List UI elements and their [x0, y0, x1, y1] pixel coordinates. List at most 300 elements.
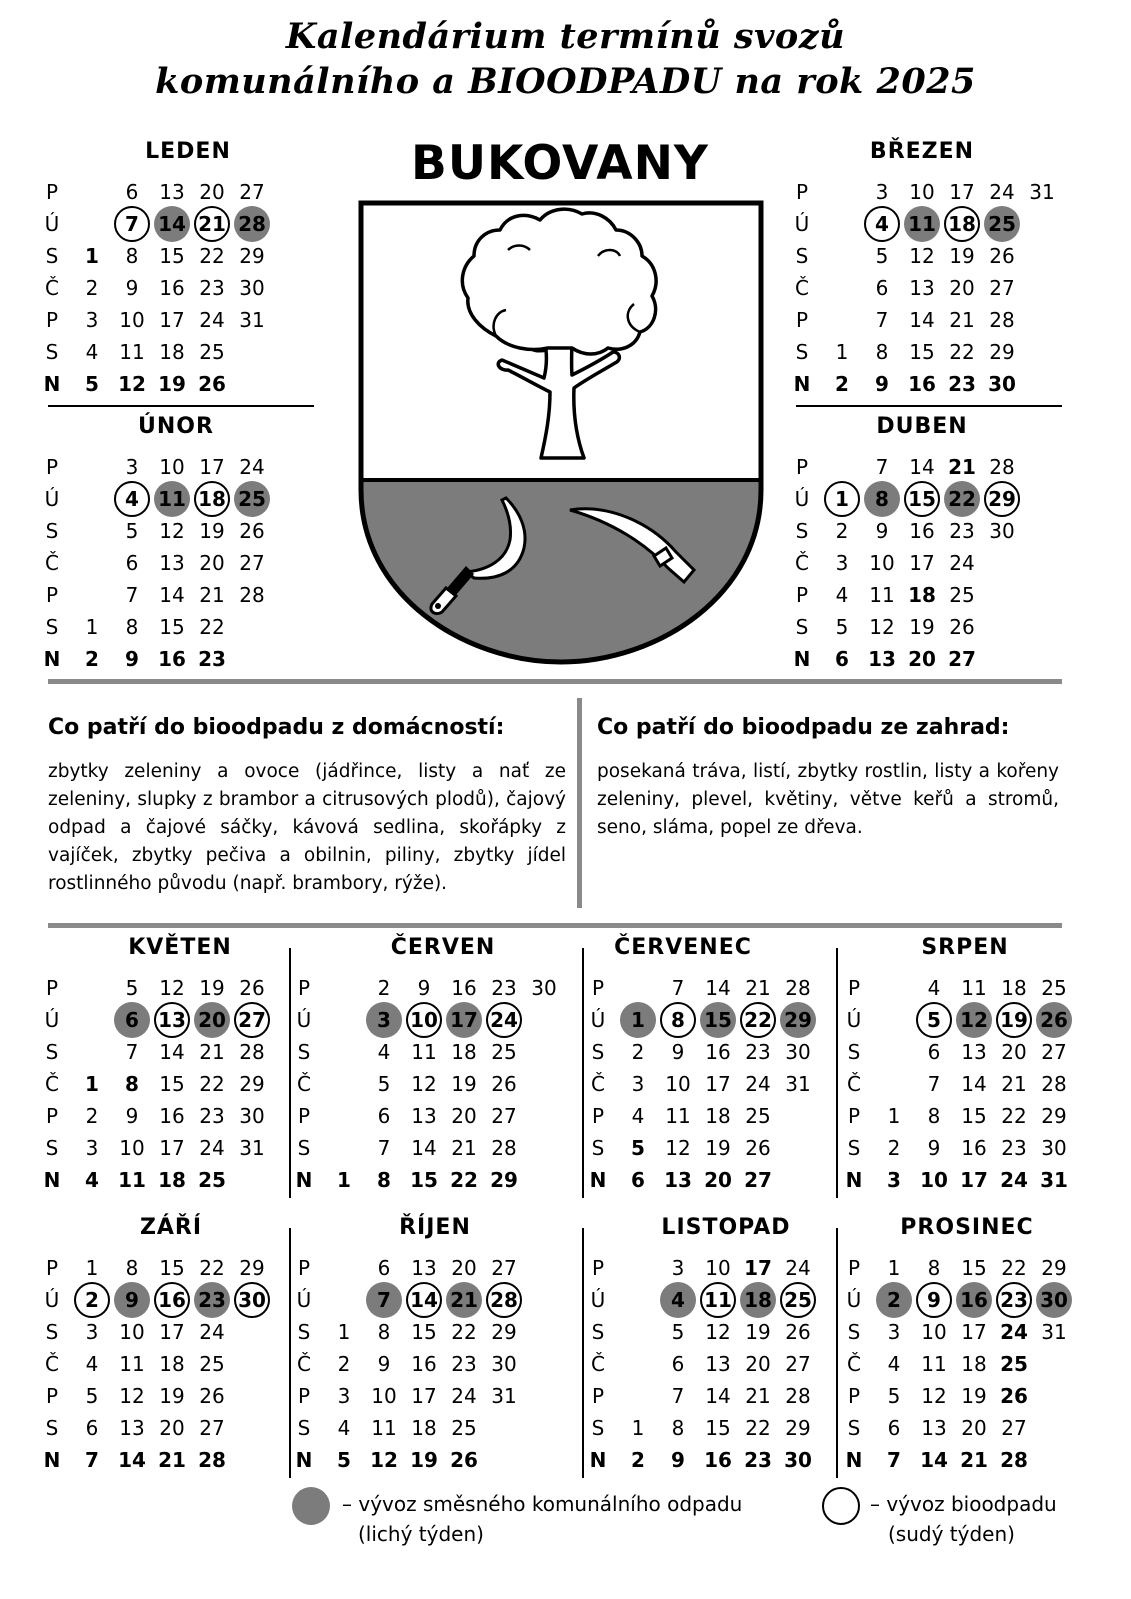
calendar-day	[112, 1380, 152, 1412]
bio-garden-text: posekaná tráva, listí, zbytky rostlin, listy a kořeny zeleniny, plevel, květiny, větve keřů a stromů, seno, sláma, popel ze dřeva.	[597, 761, 1059, 838]
day-number: 7	[875, 455, 889, 479]
calendar-day	[902, 579, 942, 611]
day-number: 9	[125, 276, 139, 300]
calendar-day	[72, 1100, 112, 1132]
calendar-day	[232, 1132, 272, 1164]
day-number: 31	[491, 1384, 517, 1408]
day-number: 24	[1000, 1320, 1028, 1344]
calendar-day	[698, 1380, 738, 1412]
day-number: 25	[1000, 1352, 1028, 1376]
calendar-day	[1034, 1164, 1074, 1196]
calendar-day	[942, 643, 982, 675]
calendar-day	[112, 240, 152, 272]
calendar-day	[444, 972, 484, 1004]
calendar-day	[152, 451, 192, 483]
calendar-day	[658, 1380, 698, 1412]
calendar-day	[152, 1316, 192, 1348]
calendar-day	[232, 1252, 272, 1284]
day-number: 1	[337, 1168, 351, 1192]
calendar-day	[954, 1348, 994, 1380]
calendar-day	[874, 1164, 914, 1196]
day-number: 2	[85, 647, 99, 671]
day-label: P	[795, 308, 809, 332]
calendar-day	[484, 1132, 524, 1164]
bio-waste-day	[152, 1004, 192, 1036]
legend-bio-waste-label: – vývoz bioodpadu	[870, 1492, 1057, 1516]
calendar-day	[1034, 1132, 1074, 1164]
day-number: 13	[868, 647, 896, 671]
day-number: 1	[887, 1104, 901, 1128]
day-label: P	[847, 976, 861, 1000]
day-number: 20	[1001, 1040, 1027, 1064]
day-number: 28	[1041, 1072, 1067, 1096]
calendar-day	[874, 1412, 914, 1444]
calendar-day	[914, 1068, 954, 1100]
day-number: 1	[631, 1416, 645, 1440]
calendar-day	[232, 579, 272, 611]
day-number: 23	[1001, 1136, 1027, 1160]
day-number: 25	[988, 212, 1016, 236]
calendar-day	[618, 1444, 658, 1476]
day-number: 24	[451, 1384, 477, 1408]
day-number: 2	[85, 1288, 99, 1312]
day-number: 17	[411, 1384, 437, 1408]
day-number: 1	[85, 244, 99, 268]
day-label: P	[591, 1384, 605, 1408]
calendar-day	[152, 1100, 192, 1132]
day-number: 19	[949, 244, 975, 268]
day-label: Ú	[794, 487, 810, 511]
day-number: 10	[869, 551, 895, 575]
day-number: 28	[785, 976, 811, 1000]
day-number: 19	[159, 1384, 185, 1408]
day-number: 5	[125, 519, 139, 543]
legend-bio-waste-week: (sudý týden)	[888, 1522, 1015, 1546]
day-number: 7	[125, 1040, 139, 1064]
calendar-day	[1034, 1252, 1074, 1284]
calendar-day	[152, 1036, 192, 1068]
day-number: 6	[85, 1416, 99, 1440]
calendar-day	[444, 1252, 484, 1284]
day-number: 24	[239, 455, 265, 479]
day-label: Ú	[846, 1008, 862, 1032]
day-number: 2	[835, 519, 849, 543]
day-number: 16	[961, 1136, 987, 1160]
day-label: Č	[847, 1352, 861, 1376]
calendar-day	[822, 611, 862, 643]
day-label: S	[45, 519, 59, 543]
day-number: 26	[785, 1320, 811, 1344]
day-label: S	[45, 244, 59, 268]
day-number: 9	[927, 1136, 941, 1160]
day-number: 3	[377, 1008, 391, 1032]
day-label: Ú	[296, 1288, 312, 1312]
day-number: 2	[835, 372, 849, 396]
day-number: 22	[199, 1072, 225, 1096]
day-label: S	[847, 1320, 861, 1344]
day-number: 17	[744, 1256, 772, 1280]
calendar-day	[232, 515, 272, 547]
day-number: 29	[239, 1256, 265, 1280]
calendar-day	[72, 1412, 112, 1444]
calendar-day	[152, 579, 192, 611]
calendar-day	[914, 972, 954, 1004]
day-label: Ú	[794, 212, 810, 236]
calendar-day	[404, 1348, 444, 1380]
calendar-day	[152, 1380, 192, 1412]
day-number: 16	[705, 1040, 731, 1064]
month-name: LEDEN	[145, 139, 231, 164]
day-number: 28	[490, 1288, 518, 1312]
day-label: S	[795, 615, 809, 639]
calendar-day	[112, 972, 152, 1004]
calendar-day	[738, 1164, 778, 1196]
legend-mixed-waste-dot	[292, 1487, 330, 1525]
day-number: 18	[158, 1168, 186, 1192]
day-number: 22	[948, 487, 976, 511]
calendar-day	[618, 1068, 658, 1100]
day-number: 20	[451, 1104, 477, 1128]
calendar-day	[192, 1348, 232, 1380]
calendar-day	[822, 368, 862, 400]
day-label: P	[45, 308, 59, 332]
calendar-day	[72, 272, 112, 304]
day-number: 26	[239, 519, 265, 543]
calendar-day	[738, 1252, 778, 1284]
day-label: S	[847, 1416, 861, 1440]
day-number: 21	[451, 1136, 477, 1160]
month-divider	[836, 1228, 838, 1478]
calendar-day	[152, 1132, 192, 1164]
calendar-day	[982, 272, 1022, 304]
calendar-day	[658, 1348, 698, 1380]
day-number: 15	[908, 487, 936, 511]
day-label: P	[795, 455, 809, 479]
calendar-day	[484, 1164, 524, 1196]
day-number: 7	[125, 212, 139, 236]
day-number: 10	[705, 1256, 731, 1280]
day-number: 18	[705, 1104, 731, 1128]
day-label: S	[45, 1136, 59, 1160]
day-number: 14	[961, 1072, 987, 1096]
day-number: 15	[159, 615, 185, 639]
day-number: 28	[238, 212, 266, 236]
day-number: 5	[631, 1136, 645, 1160]
bio-waste-day	[72, 1284, 112, 1316]
day-number: 18	[744, 1288, 772, 1312]
month-name: DUBEN	[876, 414, 968, 439]
calendar-day	[192, 451, 232, 483]
day-number: 29	[1041, 1256, 1067, 1280]
day-label: S	[847, 1040, 861, 1064]
day-number: 7	[887, 1448, 901, 1472]
calendar-day	[698, 1036, 738, 1068]
calendar-day	[112, 1132, 152, 1164]
day-label: N	[845, 1448, 863, 1472]
calendar-day	[324, 1316, 364, 1348]
day-number: 15	[961, 1256, 987, 1280]
day-number: 8	[927, 1256, 941, 1280]
day-label: Ú	[44, 212, 60, 236]
day-number: 5	[377, 1072, 391, 1096]
calendar-day	[364, 972, 404, 1004]
day-number: 24	[949, 551, 975, 575]
calendar-day	[902, 304, 942, 336]
calendar-day	[192, 240, 232, 272]
day-number: 8	[377, 1320, 391, 1344]
calendar-day	[902, 643, 942, 675]
day-number: 22	[451, 1320, 477, 1344]
day-number: 5	[887, 1384, 901, 1408]
mixed-waste-day	[232, 208, 272, 240]
calendar-day	[444, 1348, 484, 1380]
mixed-waste-day	[112, 1004, 152, 1036]
calendar-day	[822, 336, 862, 368]
calendar-day	[112, 1164, 152, 1196]
month-name: KVĚTEN	[128, 935, 232, 960]
calendar-day	[152, 1068, 192, 1100]
day-number: 10	[665, 1072, 691, 1096]
day-number: 17	[949, 180, 975, 204]
day-number: 6	[631, 1168, 645, 1192]
calendar-day	[484, 1100, 524, 1132]
day-number: 21	[745, 976, 771, 1000]
calendar-day	[902, 240, 942, 272]
calendar-day	[874, 1132, 914, 1164]
day-number: 26	[1040, 1008, 1068, 1032]
calendar-day	[232, 1036, 272, 1068]
day-label: N	[793, 647, 811, 671]
day-number: 19	[909, 615, 935, 639]
day-label: P	[45, 1384, 59, 1408]
day-number: 5	[337, 1448, 351, 1472]
calendar-day	[1034, 972, 1074, 1004]
day-number: 19	[705, 1136, 731, 1160]
day-number: 20	[199, 180, 225, 204]
calendar-day	[232, 451, 272, 483]
day-number: 7	[377, 1288, 391, 1312]
day-label: S	[45, 340, 59, 364]
day-number: 22	[745, 1416, 771, 1440]
day-number: 9	[125, 647, 139, 671]
day-number: 21	[949, 308, 975, 332]
calendar-day	[404, 1316, 444, 1348]
calendar-day	[1034, 1100, 1074, 1132]
day-number: 28	[989, 308, 1015, 332]
day-number: 21	[450, 1288, 478, 1312]
calendar-day	[152, 304, 192, 336]
day-number: 24	[490, 1008, 518, 1032]
day-number: 21	[199, 583, 225, 607]
day-number: 11	[869, 583, 895, 607]
calendar-day	[982, 336, 1022, 368]
calendar-day	[112, 336, 152, 368]
calendar-day	[232, 1100, 272, 1132]
calendar-day	[914, 1252, 954, 1284]
day-number: 11	[908, 212, 936, 236]
day-number: 7	[125, 583, 139, 607]
day-number: 24	[989, 180, 1015, 204]
day-number: 30	[988, 372, 1016, 396]
calendar-day	[954, 1444, 994, 1476]
calendar-day	[192, 547, 232, 579]
calendar-day	[738, 1068, 778, 1100]
mixed-waste-day	[902, 208, 942, 240]
calendar-day	[954, 972, 994, 1004]
calendar-day	[152, 611, 192, 643]
mixed-waste-day	[364, 1004, 404, 1036]
day-number: 27	[948, 647, 976, 671]
day-number: 15	[961, 1104, 987, 1128]
day-number: 3	[671, 1256, 685, 1280]
bio-waste-day	[822, 483, 862, 515]
mixed-waste-day	[658, 1284, 698, 1316]
day-number: 11	[411, 1040, 437, 1064]
day-number: 1	[85, 1256, 99, 1280]
calendar-day	[232, 304, 272, 336]
mixed-waste-day	[954, 1284, 994, 1316]
calendar-day	[822, 547, 862, 579]
calendar-day	[982, 304, 1022, 336]
day-number: 23	[451, 1352, 477, 1376]
calendar-day	[72, 240, 112, 272]
day-number: 22	[1001, 1256, 1027, 1280]
day-number: 17	[961, 1320, 987, 1344]
day-number: 14	[159, 1040, 185, 1064]
day-number: 13	[411, 1256, 437, 1280]
day-number: 4	[377, 1040, 391, 1064]
day-number: 30	[491, 1352, 517, 1376]
day-number: 27	[491, 1104, 517, 1128]
calendar-day	[1034, 1036, 1074, 1068]
day-number: 7	[377, 1136, 391, 1160]
calendar-day	[72, 336, 112, 368]
day-number: 30	[989, 519, 1015, 543]
day-label: P	[297, 1256, 311, 1280]
day-number: 22	[744, 1008, 772, 1032]
section-separator	[48, 679, 1062, 684]
calendar-day	[364, 1412, 404, 1444]
calendar-day	[72, 1380, 112, 1412]
day-number: 4	[85, 1352, 99, 1376]
day-number: 21	[745, 1384, 771, 1408]
day-number: 3	[337, 1384, 351, 1408]
day-number: 26	[989, 244, 1015, 268]
day-number: 29	[784, 1008, 812, 1032]
day-number: 12	[960, 1008, 988, 1032]
calendar-day	[324, 1164, 364, 1196]
day-number: 15	[410, 1168, 438, 1192]
day-number: 14	[410, 1288, 438, 1312]
day-number: 1	[835, 487, 849, 511]
calendar-day	[112, 579, 152, 611]
calendar-day	[994, 1348, 1034, 1380]
day-label: Ú	[44, 1288, 60, 1312]
day-number: 5	[875, 244, 889, 268]
day-number: 29	[239, 1072, 265, 1096]
day-number: 9	[417, 976, 431, 1000]
month-name: BŘEZEN	[869, 139, 975, 164]
day-number: 14	[909, 455, 935, 479]
mixed-waste-day	[444, 1004, 484, 1036]
day-number: 24	[1000, 1168, 1028, 1192]
mixed-waste-day	[1034, 1004, 1074, 1036]
mixed-waste-day	[1034, 1284, 1074, 1316]
day-number: 8	[125, 1072, 139, 1096]
calendar-day	[954, 1100, 994, 1132]
day-label: Ú	[44, 487, 60, 511]
day-label: S	[795, 244, 809, 268]
day-number: 2	[377, 976, 391, 1000]
day-label: P	[297, 976, 311, 1000]
month-name: ZÁŘÍ	[139, 1215, 203, 1240]
calendar-day	[192, 1132, 232, 1164]
day-number: 21	[198, 212, 226, 236]
day-number: 4	[887, 1352, 901, 1376]
day-number: 24	[199, 308, 225, 332]
day-number: 31	[239, 1136, 265, 1160]
calendar-day	[324, 1412, 364, 1444]
calendar-day	[232, 272, 272, 304]
day-label: Č	[297, 1352, 311, 1376]
day-number: 19	[158, 372, 186, 396]
day-number: 22	[450, 1168, 478, 1192]
calendar-day	[444, 1036, 484, 1068]
day-number: 11	[119, 1352, 145, 1376]
day-number: 10	[920, 1168, 948, 1192]
day-number: 26	[949, 615, 975, 639]
day-label: N	[43, 372, 61, 396]
day-number: 9	[875, 519, 889, 543]
calendar-day	[914, 1316, 954, 1348]
day-number: 11	[921, 1352, 947, 1376]
day-number: 16	[158, 1288, 186, 1312]
day-number: 20	[745, 1352, 771, 1376]
day-number: 29	[989, 340, 1015, 364]
day-number: 15	[159, 1256, 185, 1280]
month-name: LISTOPAD	[661, 1215, 791, 1240]
day-number: 12	[665, 1136, 691, 1160]
calendar-day	[738, 1132, 778, 1164]
calendar-day	[658, 1316, 698, 1348]
calendar-day	[738, 1316, 778, 1348]
calendar-day	[994, 1164, 1034, 1196]
calendar-day	[942, 368, 982, 400]
day-number: 21	[199, 1040, 225, 1064]
calendar-day	[192, 1380, 232, 1412]
day-number: 18	[1001, 976, 1027, 1000]
day-number: 27	[199, 1416, 225, 1440]
calendar-day	[698, 1316, 738, 1348]
day-number: 3	[631, 1072, 645, 1096]
mixed-waste-day	[232, 483, 272, 515]
day-label: Č	[45, 276, 59, 300]
calendar-day	[994, 1412, 1034, 1444]
calendar-day	[364, 1444, 404, 1476]
day-number: 16	[411, 1352, 437, 1376]
day-number: 8	[377, 1168, 391, 1192]
month-name: ČERVENEC	[614, 935, 752, 960]
day-number: 20	[704, 1168, 732, 1192]
day-number: 28	[491, 1136, 517, 1160]
coat-of-arms	[358, 200, 764, 668]
calendar-day	[444, 1132, 484, 1164]
day-number: 2	[887, 1136, 901, 1160]
calendar-day	[364, 1132, 404, 1164]
calendar-day	[954, 1036, 994, 1068]
calendar-day	[484, 1316, 524, 1348]
calendar-day	[874, 1316, 914, 1348]
